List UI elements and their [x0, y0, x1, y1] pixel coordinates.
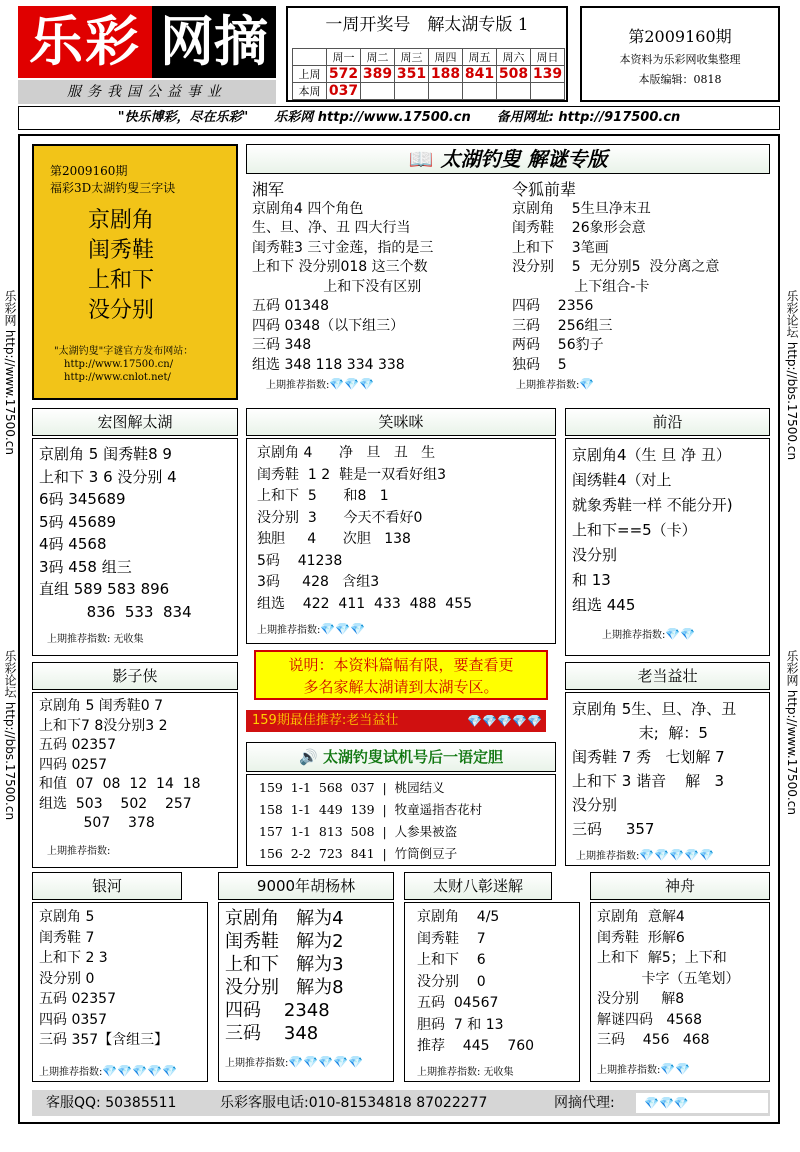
recommend-index: 上期推荐指数: 无收集: [47, 634, 144, 645]
recommend-index: 上期推荐指数:💎: [516, 377, 595, 391]
logo-part1: 乐彩: [18, 6, 152, 78]
analysis-line: 和值 07 08 12 14 18: [39, 776, 201, 792]
draw-number: 508: [497, 66, 531, 83]
taicai-title: 太财八彰迷解: [404, 872, 552, 900]
diamond-icon: 💎💎💎💎💎: [639, 848, 715, 862]
taihu-title: [246, 144, 770, 174]
analysis-line: 闺秀鞋3 三寸金莲，指的是三: [252, 239, 434, 256]
best-recommend-text: 159期最佳推荐:老当益壮: [252, 713, 399, 728]
riddle-line: 没分别: [88, 298, 155, 323]
qianyan-panel: [565, 438, 770, 656]
analysis-line: 闺秀鞋 26象形会意: [512, 220, 646, 236]
shenzhou-title: 神舟: [590, 872, 770, 900]
diamond-icon: 💎💎: [665, 627, 696, 641]
taihu-title-text: 太湖钓叟 解谜专版: [440, 147, 608, 171]
xiangjun-panel: [246, 176, 508, 402]
recommend-index: 上期推荐指数:💎💎💎: [257, 622, 366, 636]
analysis-line: 直组 589 583 896: [39, 580, 170, 598]
url-bar[interactable]: "快乐博彩，尽在乐彩" 乐彩网 http://www.17500.cn 备用网址: http://917500.cn: [18, 106, 780, 130]
mid-title: 一周开奖号 解太湖专版 1: [325, 15, 529, 35]
last-week-label: 上周: [293, 66, 327, 83]
analysis-line: 三码 456 468: [597, 1032, 710, 1048]
logo: [18, 6, 276, 78]
draw-number: 841: [463, 66, 497, 83]
gold-riddle-box: [32, 144, 238, 400]
analysis-line: 上和下 解5；上下和: [597, 950, 727, 966]
day-header: 周日: [531, 49, 565, 66]
analysis-line: 上和下==5（卡）: [572, 521, 697, 539]
analysis-line: 没分别 解8: [597, 991, 685, 1007]
analysis-line: 4码 4568: [39, 535, 107, 553]
analysis-line: 5码 41238: [257, 552, 343, 569]
hongtu-title: 宏图解太湖: [32, 408, 238, 436]
analysis-line: 组选 503 502 257: [39, 795, 192, 812]
analysis-line: 闺秀鞋 解为2: [225, 931, 344, 952]
analysis-line: 四码 0257: [39, 756, 108, 773]
analysis-line: 五码 01348: [252, 298, 329, 314]
recommend-index: 上期推荐指数:💎💎: [602, 627, 696, 641]
day-header: 周三: [395, 49, 429, 66]
day-header: 周五: [463, 49, 497, 66]
analysis-line: 两码 56豹子: [512, 337, 604, 353]
gold-subtitle: 福彩3D太湖钓叟三字诀: [50, 181, 176, 195]
huyang-panel: [218, 902, 394, 1082]
analysis-line: 四码 0357: [39, 1011, 108, 1028]
analysis-line: 京剧角 5 闺秀鞋0 7: [39, 698, 164, 714]
analysis-line: 京剧角 5: [39, 909, 95, 925]
recommend-index: 上期推荐指数:💎💎💎💎💎: [576, 848, 715, 862]
side-text-left-top[interactable]: 乐彩网 http://www.17500.cn: [3, 290, 17, 455]
test-number-row: 157 1-1 813 508 | 人参果被盗: [259, 824, 458, 839]
analysis-line: 京剧角 5 闺秀鞋8 9: [39, 445, 172, 463]
draw-number: 389: [361, 66, 395, 83]
analysis-line: 6码 345689: [39, 490, 126, 508]
recommend-index: 上期推荐指数:💎💎💎: [266, 377, 375, 391]
hongtu-panel: [32, 438, 238, 656]
analysis-line: 上和下没有区别: [252, 278, 422, 295]
analysis-line: 没分别 0: [39, 970, 95, 987]
analysis-line: 组选 348 118 334 338: [252, 356, 405, 373]
yingzi-panel: [32, 692, 238, 868]
analysis-line: 京剧角 4 净 旦 丑 生: [257, 445, 436, 461]
xiaomimi-panel: [246, 438, 556, 644]
analysis-line: 末; 解：5: [572, 724, 708, 742]
draw-number: 037: [327, 83, 361, 100]
analysis-line: 闺秀鞋 1 2 鞋是一双看好组3: [257, 466, 446, 483]
diamond-icon: 💎💎💎: [320, 622, 366, 636]
analysis-line: 没分别 5 无分别5 没分离之意: [512, 259, 720, 275]
analysis-line: 没分别 0: [417, 973, 486, 990]
analysis-line: 五码 04567: [417, 995, 499, 1011]
footer-qq[interactable]: 客服QQ: 50385511: [46, 1095, 177, 1111]
draw-table: [292, 48, 565, 100]
analysis-line: 京剧角 5生、旦、净、丑: [572, 700, 737, 718]
analysis-line: 上和下 6: [417, 952, 486, 968]
draw-number: 351: [395, 66, 429, 83]
analysis-line: 没分别 3 今天不看好0: [257, 509, 423, 526]
gold-period: 第2009160期: [50, 164, 128, 178]
analysis-line: 上和下 2 3: [39, 950, 108, 966]
diamond-icon: 💎💎💎: [644, 1096, 689, 1110]
footer-bar: [32, 1090, 770, 1116]
draw-number: 188: [429, 66, 463, 83]
notice-line: 多名家解太湖请到太湖专区。: [303, 678, 499, 696]
analysis-line: 上和下7 8没分别3 2: [39, 717, 168, 734]
source-note: 本资料为乐彩网收集整理: [619, 53, 741, 66]
recommend-index: 上期推荐指数: 无收集: [417, 1066, 514, 1078]
yuyan-panel: [246, 774, 556, 866]
analysis-line: 三码 348: [252, 337, 312, 353]
yuyan-title: [246, 742, 556, 772]
analysis-line: 上和下 3笔画: [512, 239, 609, 256]
analysis-line: 闺秀鞋 7: [39, 929, 95, 946]
diamond-icon: 💎💎: [660, 1061, 691, 1076]
analysis-line: 独码 5: [512, 356, 567, 373]
analysis-line: 和 13: [572, 571, 611, 589]
draw-number: 139: [531, 66, 565, 83]
yingzi-title: 影子侠: [32, 662, 238, 690]
analysis-line: 3码 428 含组3: [257, 574, 380, 590]
analysis-line: 京剧角4（生 旦 净 丑）: [572, 446, 731, 464]
analysis-line: 上和下 没分别018 这三个数: [252, 259, 428, 275]
analysis-line: 卡字（五笔划）: [597, 970, 740, 987]
diamond-icon: 💎💎💎💎💎: [467, 714, 542, 728]
speaker-icon: 🔊: [299, 748, 318, 766]
riddle-line: 闺秀鞋: [88, 238, 155, 263]
yinhe-panel: [32, 902, 208, 1082]
analysis-line: 上和下 解为3: [225, 954, 344, 975]
footer-phone[interactable]: 乐彩客服电话:010-81534818 87022277: [220, 1095, 488, 1111]
this-week-label: 本周: [293, 83, 327, 100]
analysis-line: 四码 0348（以下组三）: [252, 317, 405, 334]
diamond-icon: 💎💎💎💎💎: [102, 1063, 178, 1078]
analysis-line: 没分别: [572, 546, 618, 564]
analysis-line: 836 533 834: [39, 602, 192, 621]
diamond-icon: 💎: [579, 377, 595, 391]
author-name: 令狐前辈: [512, 180, 577, 199]
analysis-line: 京剧角 4/5: [417, 909, 500, 925]
author-name: 湘军: [252, 180, 285, 199]
analysis-line: 生、旦、净、丑 四大行当: [252, 220, 411, 236]
best-recommend-bar: [246, 710, 546, 732]
analysis-line: 闺秀鞋 形解6: [597, 929, 685, 946]
book-icon: 📖: [408, 147, 434, 171]
period-box: [580, 6, 780, 102]
analysis-line: 三码 256组三: [512, 317, 613, 334]
analysis-line: 闺秀鞋 7 秀 七划解 7: [572, 748, 725, 766]
diamond-icon: 💎💎💎💎💎: [288, 1055, 364, 1069]
analysis-line: 推荐 445 760: [417, 1038, 535, 1054]
gold-riddle-lines: [88, 206, 236, 326]
analysis-line: 3码 458 组三: [39, 557, 132, 576]
recommend-index: 上期推荐指数:💎💎: [597, 1061, 691, 1076]
analysis-line: 京剧角 意解4: [597, 909, 685, 925]
day-header: 周四: [429, 49, 463, 66]
yinhe-title: 银河: [32, 872, 182, 900]
analysis-line: 组选 422 411 433 488 455: [257, 595, 473, 612]
riddle-line: 京剧角: [88, 208, 155, 233]
gold-note: "太湖钓叟"字谜官方发布网站：: [54, 346, 194, 357]
gold-url1[interactable]: http://www.17500.cn/: [64, 359, 174, 370]
analysis-line: 5码 45689: [39, 512, 117, 531]
huyang-title: 9000年胡杨林: [218, 872, 394, 900]
analysis-line: 没分别: [572, 796, 618, 814]
logo-part2: 网摘: [160, 10, 268, 73]
xiaomimi-title: 笑咪咪: [246, 408, 556, 436]
test-number-row: 158 1-1 449 139 | 牧童遥指杏花村: [259, 802, 483, 817]
shenzhou-panel: [590, 902, 770, 1082]
day-header: 周二: [361, 49, 395, 66]
qianyan-title: 前沿: [565, 408, 770, 436]
analysis-line: 京剧角 5生旦净末丑: [512, 200, 651, 217]
riddle-line: 上和下: [88, 268, 155, 293]
laodang-title: 老当益壮: [565, 662, 770, 690]
laodang-panel: [565, 692, 770, 866]
slogan: 服务我国公益事业: [18, 80, 276, 104]
analysis-line: 闺绣鞋4（对上: [572, 471, 672, 489]
analysis-line: 组选 445: [572, 596, 636, 614]
analysis-line: 507 378: [39, 815, 155, 831]
notice-box: [254, 650, 548, 700]
footer-agent-box: [636, 1093, 768, 1113]
analysis-line: 上下组合-卡: [512, 278, 650, 295]
period-number: 第2009160期: [628, 27, 732, 46]
analysis-line: 胆码 7 和 13: [417, 1016, 504, 1033]
footer-agent-label: 网摘代理:: [554, 1095, 615, 1111]
analysis-line: 四码 2348: [225, 1000, 330, 1021]
yuyan-title-text: 太湖钓叟试机号后一语定胆: [322, 748, 503, 766]
analysis-line: 四码 2356: [512, 298, 594, 314]
analysis-line: 就象秀鞋一样 不能分开): [572, 496, 733, 514]
linghu-panel: [506, 176, 774, 402]
analysis-line: 没分别 解为8: [225, 977, 344, 998]
analysis-line: 五码 02357: [39, 737, 116, 753]
day-header: 周一: [327, 49, 361, 66]
test-number-row: 159 1-1 568 037 | 桃园结义: [259, 780, 445, 795]
recommend-index: 上期推荐指数:💎💎💎💎💎: [225, 1055, 364, 1069]
analysis-line: 京剧角4 四个角色: [252, 200, 364, 217]
analysis-line: 闺秀鞋 7: [417, 930, 486, 947]
side-text-right-top[interactable]: 乐彩论坛 http://bbs.17500.cn: [785, 290, 799, 461]
side-text-left-bottom[interactable]: 乐彩论坛 http://bbs.17500.cn: [3, 650, 17, 821]
analysis-line: 三码 348: [225, 1023, 319, 1044]
analysis-line: 上和下 3 6 没分别 4: [39, 467, 177, 486]
analysis-line: 上和下 5 和8 1: [257, 488, 389, 504]
analysis-line: 三码 357【含组三】: [39, 1032, 169, 1048]
analysis-line: 京剧角 解为4: [225, 908, 344, 929]
analysis-line: 三码 357: [572, 820, 655, 838]
day-header: 周六: [497, 49, 531, 66]
taicai-panel: [404, 902, 580, 1082]
draw-number: 572: [327, 66, 361, 83]
gold-url2[interactable]: http://www.cnlot.net/: [64, 372, 171, 383]
diamond-icon: 💎💎💎: [329, 377, 375, 391]
analysis-line: 独胆 4 次胆 138: [257, 531, 411, 547]
notice-line: 说明：本资料篇幅有限，要查看更: [288, 656, 514, 674]
editor-note: 本版编辑：0818: [638, 73, 722, 86]
test-number-row: 156 2-2 723 841 | 竹筒倒豆子: [259, 846, 458, 861]
recommend-index: 上期推荐指数:💎💎💎💎💎: [39, 1063, 178, 1078]
analysis-line: 上和下 3 谐音 解 3: [572, 772, 725, 790]
analysis-line: 五码 02357: [39, 991, 116, 1007]
analysis-line: 解谜四码 4568: [597, 1011, 702, 1028]
recommend-index: 上期推荐指数:: [47, 845, 111, 857]
side-text-right-bottom[interactable]: 乐彩网 http://www.17500.cn: [785, 650, 799, 815]
draw-results-box: [286, 6, 568, 102]
